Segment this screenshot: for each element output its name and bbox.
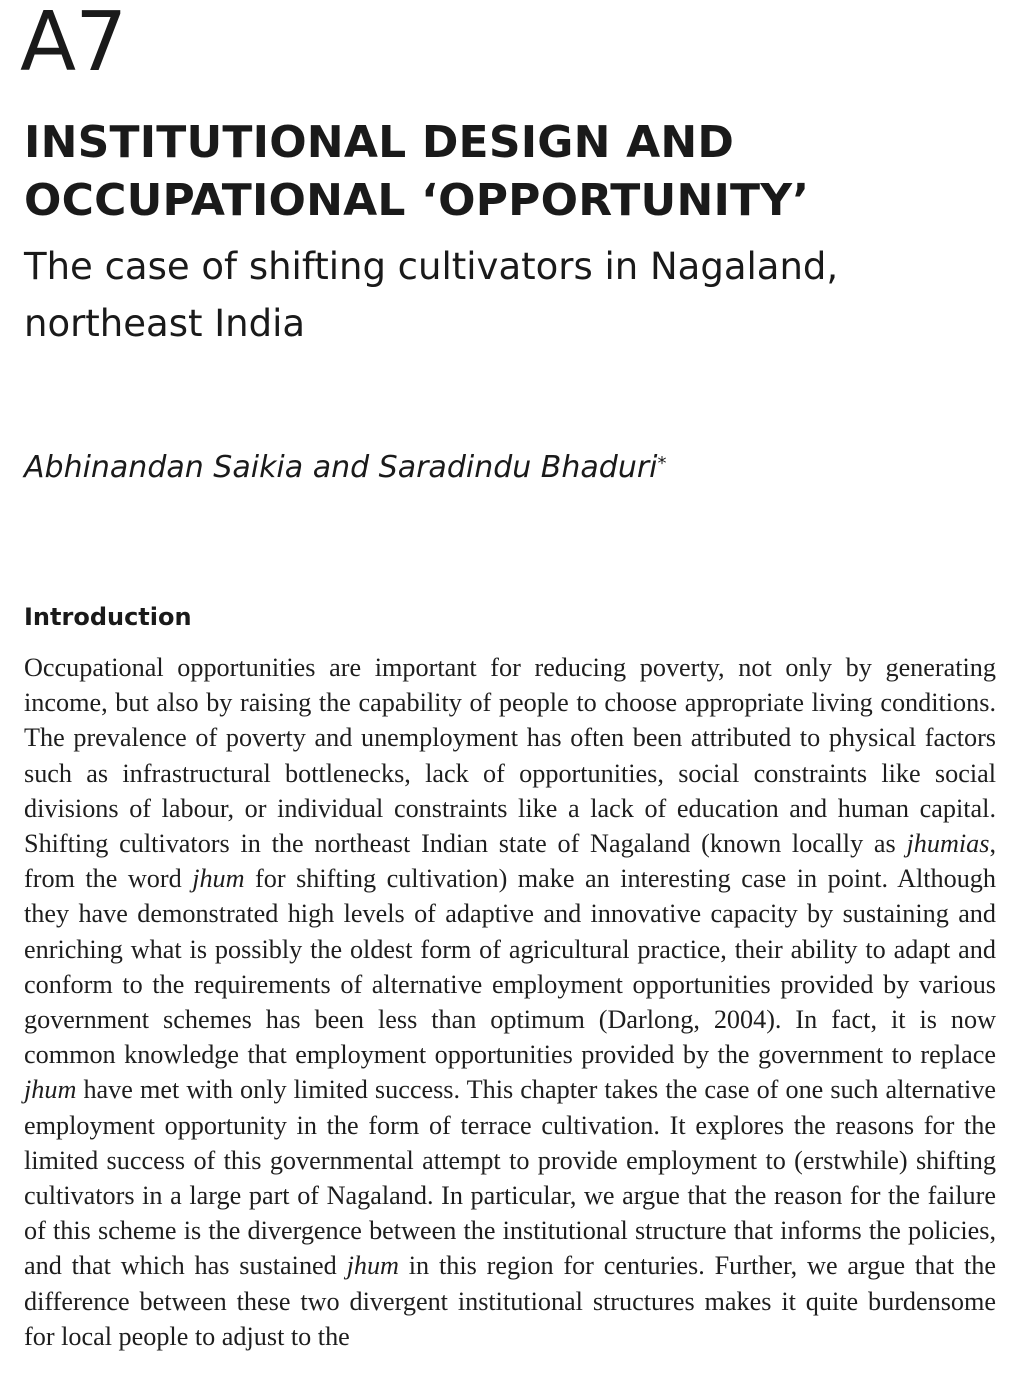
book-page [20, 0, 996, 1354]
chapter-title [24, 114, 996, 230]
paragraph-text: , from the word [24, 829, 996, 894]
body-paragraph [24, 650, 996, 1354]
author-names: Abhinandan Saikia and Saradindu Bhaduri [24, 450, 658, 485]
author-footnote-marker[interactable]: * [657, 453, 667, 474]
author-line [24, 448, 996, 488]
chapter-title-line1: INSTITUTIONAL DESIGN AND [24, 117, 735, 168]
chapter-label: A7 [20, 0, 127, 90]
paragraph-text: for shifting cultivation) make an interesting case in point. Although they have demonstrated high levels of adaptive and innovative capacity by sustaining and enriching what is possibly the oldest form of agricultural practice, their ability to adapt and conform to the requirements of alternative employment opportunities provided by various government schemes has been less than optimum (Darlong, 2004). In fact, it is now common knowledge that employment opportunities provided by the government to replace [24, 864, 996, 1070]
term-jhumias: jhumias [906, 829, 990, 859]
term-jhum: jhum [192, 864, 245, 894]
term-jhum: jhum [346, 1251, 399, 1281]
paragraph-text: Occupational opportunities are important for reducing poverty, not only by generating income, but also by raising the capability of people to choose appropriate living conditions. The prevalence of poverty and unemployment has often been attributed to physical factors such as infrastructural bottlenecks, lack of opportunities, social constraints like social divisions of labour, or individual constraints like a lack of education and human capital. Shifting cultivators in the northeast Indian state of Nagaland (known locally as [24, 653, 996, 859]
paragraph-text: have met with only limited success. This chapter takes the case of one such alternative employment opportunity in the form of terrace cultivation. It explores the reasons for the limited success of this governmental attempt to provide employment to (erstwhile) shifting cultivators in a large part of Nagaland. In particular, we argue that the reason for the failure of this scheme is the divergence between the institutional structure that informs the policies, and that which has sustained [24, 1075, 996, 1281]
chapter-title-line2: OCCUPATIONAL ‘OPPORTUNITY’ [24, 175, 810, 226]
section-heading: Introduction [24, 603, 192, 631]
term-jhum: jhum [24, 1075, 77, 1105]
paragraph-text: in this region for centuries. Further, we argue that the difference between these two divergent institutional structures makes it quite burdensome for local people to adjust to the [24, 1251, 996, 1351]
chapter-subtitle: The case of shifting cultivators in Nagaland, northeast India [24, 245, 839, 345]
